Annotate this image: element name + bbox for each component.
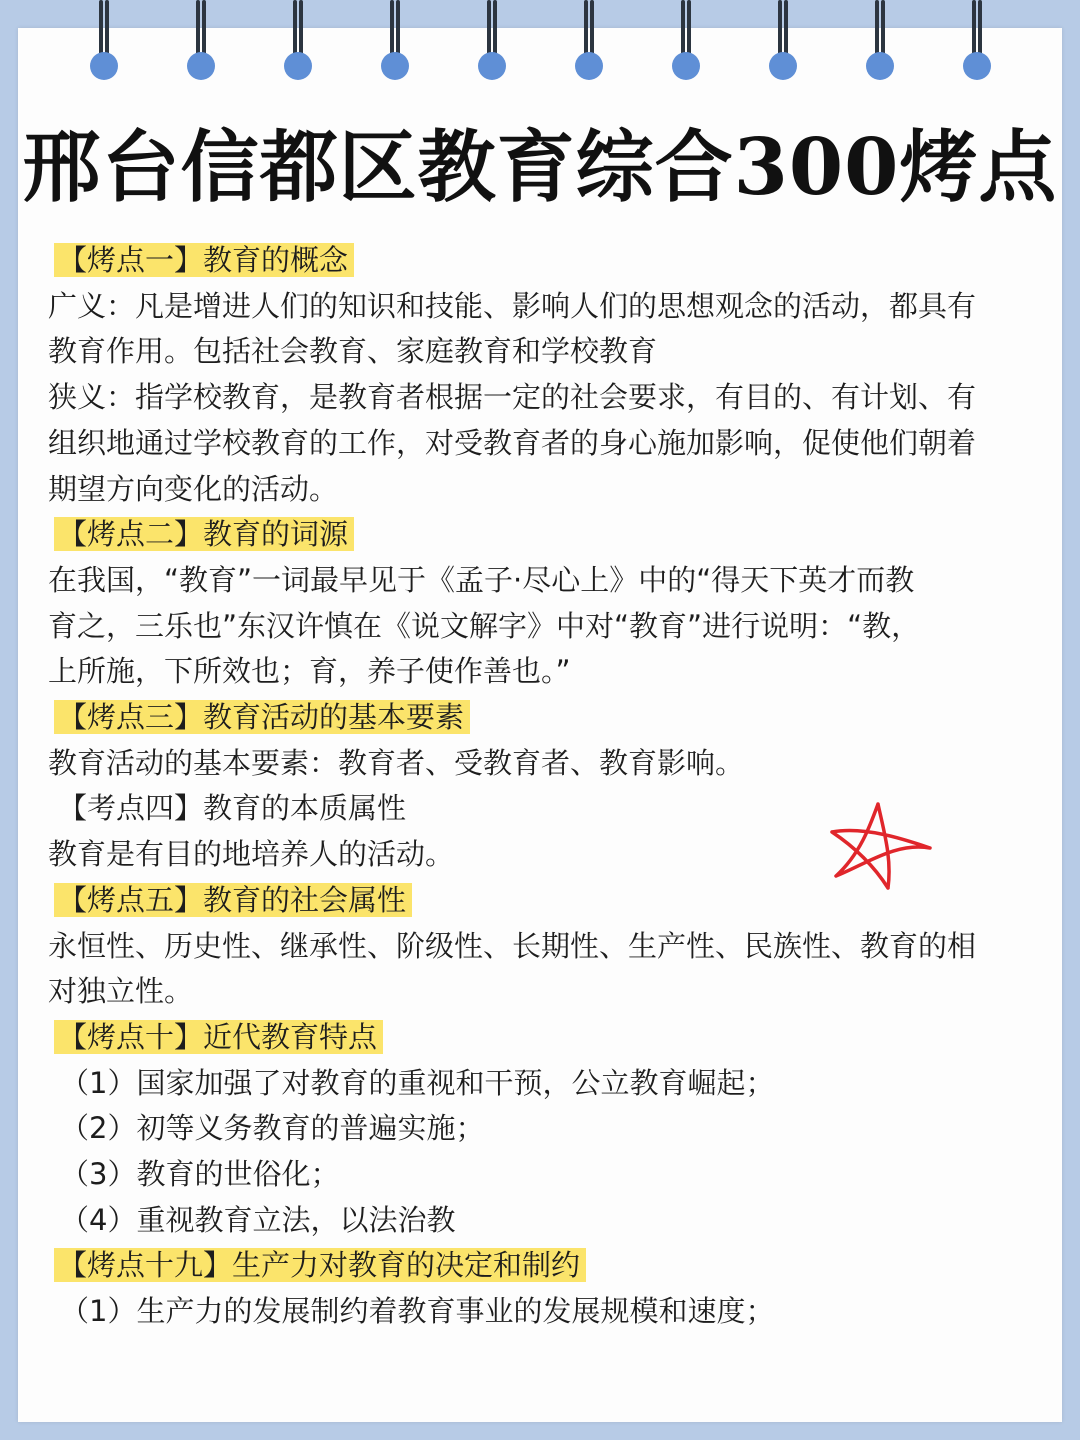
binder-ring (387, 0, 403, 82)
list-item: （1）生产力的发展制约着教育事业的发展规模和速度； (60, 1294, 775, 1329)
section-heading: 【烤点五】教育的社会属性 (54, 883, 412, 917)
binder-ring (581, 0, 597, 82)
binder-ring (484, 0, 500, 82)
list-item: （4）重视教育立法，以法治教 (60, 1202, 456, 1237)
section-heading: 【烤点十】近代教育特点 (54, 1020, 383, 1054)
section-heading: 【烤点三】教育活动的基本要素 (54, 700, 470, 734)
binder-ring (193, 0, 209, 82)
page-title: 邢台信都区教育综合300烤点 (22, 122, 1058, 213)
note-line: 期望方向变化的活动。 (48, 471, 339, 506)
section-heading: 【烤点一】教育的概念 (54, 243, 354, 277)
list-item: （2）初等义务教育的普遍实施； (60, 1111, 485, 1146)
note-line: 教育作用。包括社会教育、家庭教育和学校教育 (48, 334, 658, 369)
note-line: 对独立性。 (48, 974, 194, 1009)
spiral-binding (0, 0, 1080, 90)
binder-ring (678, 0, 694, 82)
note-line: 教育活动的基本要素：教育者、受教育者、教育影响。 (48, 745, 745, 780)
note-line: 广义：凡是增进人们的知识和技能、影响人们的思想观念的活动，都具有 (48, 288, 977, 323)
star-icon (826, 796, 936, 896)
binder-ring (775, 0, 791, 82)
note-line: 组织地通过学校教育的工作，对受教育者的身心施加影响，促使他们朝着 (48, 425, 977, 460)
binder-ring (872, 0, 888, 82)
section-heading: 【烤点二】教育的词源 (54, 517, 354, 551)
note-line: 育之，三乐也”东汉许慎在《说文解字》中对“教育”进行说明：“教， (48, 608, 921, 643)
section-heading: 【烤点十九】生产力对教育的决定和制约 (54, 1248, 586, 1282)
list-item: （1）国家加强了对教育的重视和干预，公立教育崛起； (60, 1065, 775, 1100)
note-line: 狭义：指学校教育，是教育者根据一定的社会要求，有目的、有计划、有 (48, 380, 977, 415)
notes-content (48, 238, 1038, 1335)
note-line: 在我国，“教育”一词最早见于《孟子·尽心上》中的“得天下英才而教 (48, 562, 915, 597)
section-heading: 【考点四】教育的本质属性 (58, 791, 407, 826)
binder-ring (969, 0, 985, 82)
note-line: 教育是有目的地培养人的活动。 (48, 837, 455, 872)
list-item: （3）教育的世俗化； (60, 1157, 340, 1192)
binder-ring (96, 0, 112, 82)
note-line: 永恒性、历史性、继承性、阶级性、长期性、生产性、民族性、教育的相 (48, 928, 977, 963)
note-line: 上所施，下所效也；育，养子使作善也。” (48, 654, 571, 689)
binder-ring (290, 0, 306, 82)
